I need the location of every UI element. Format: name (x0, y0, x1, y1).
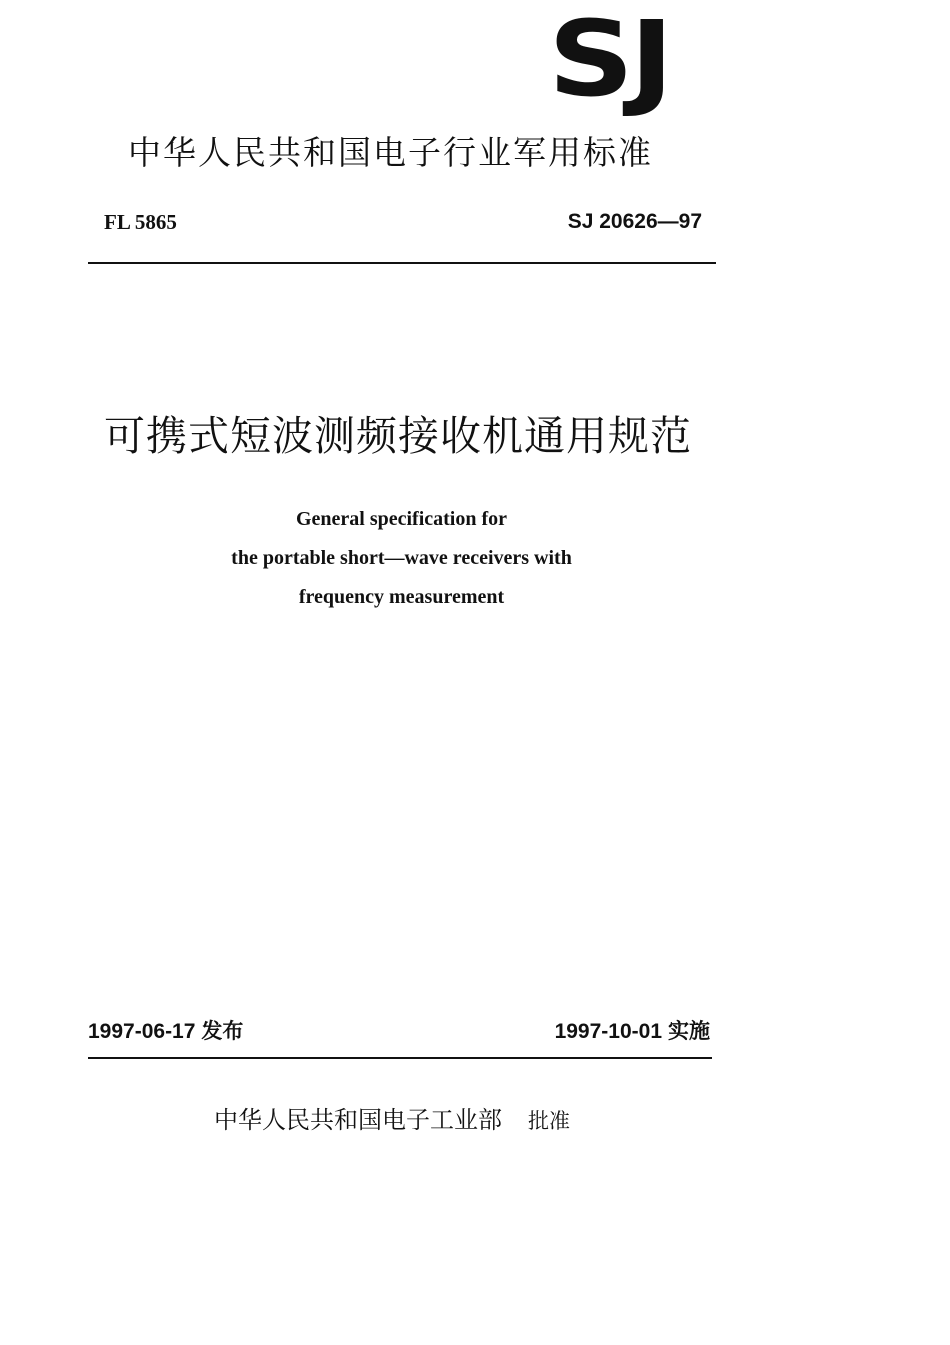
footer-divider (88, 1057, 712, 1059)
issuer-block (214, 1100, 570, 1141)
classification-code: FL 5865 (104, 210, 177, 234)
standard-number: SJ 20626—97 (567, 210, 702, 233)
document-title-en (150, 500, 653, 617)
effective-label: 实施 (668, 1019, 710, 1043)
title-en-line-3: frequency measurement (298, 586, 505, 608)
document-title-zh: 可携式短波测频接收机通用规范 (104, 412, 692, 460)
standard-category-title: 中华人民共和国电子行业军用标准 (128, 133, 653, 172)
title-en-line-1: General specification for (295, 508, 508, 530)
issue-label: 发布 (201, 1019, 244, 1043)
title-en-line-2: the portable short—wave receivers with (231, 547, 572, 569)
effective-date: 1997-10-01 (554, 1020, 662, 1043)
issuing-authority: 中华人民共和国电子工业部 (214, 1106, 502, 1134)
effective-date-block (555, 1014, 710, 1049)
issue-date-block (88, 1014, 243, 1049)
header-divider (88, 262, 716, 264)
sj-logo: SJ (548, 0, 670, 120)
issue-date: 1997-06-17 (88, 1020, 196, 1043)
approval-label: 批准 (528, 1109, 570, 1133)
